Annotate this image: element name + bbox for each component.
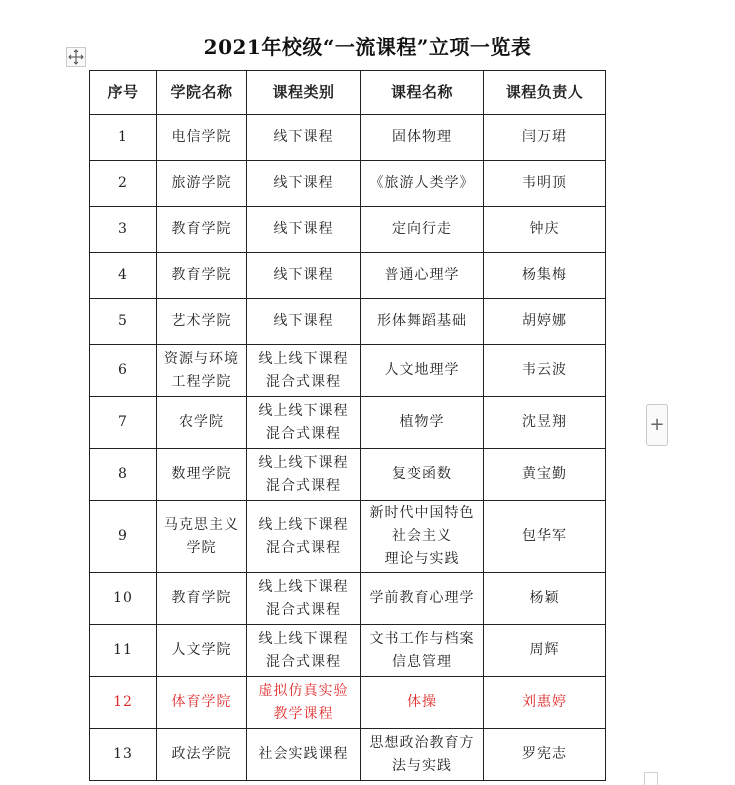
table-row	[90, 115, 606, 161]
table-row	[90, 299, 606, 345]
cell-no: 12	[90, 677, 157, 729]
cell-college	[157, 677, 247, 729]
cell-college	[157, 299, 247, 345]
cell-course-name	[361, 449, 484, 501]
table-row	[90, 397, 606, 449]
cell-lead: 包华军	[484, 501, 606, 573]
cell-college	[157, 115, 247, 161]
table-row	[90, 573, 606, 625]
cell-course-name-line: 固体物理	[392, 129, 452, 145]
cell-no: 4	[90, 253, 157, 299]
cell-type-line: 混合式课程	[266, 653, 341, 670]
cell-lead: 胡婷娜	[484, 299, 606, 345]
cell-course-name	[361, 625, 484, 677]
cell-type	[247, 345, 361, 397]
cell-college	[157, 161, 247, 207]
cell-course-name	[361, 115, 484, 161]
header-type: 课程类别	[247, 71, 361, 115]
cell-course-name-line: 形体舞蹈基础	[377, 313, 467, 329]
cell-type	[247, 397, 361, 449]
cell-type	[247, 625, 361, 677]
plus-icon: +	[649, 414, 665, 435]
cell-college-line: 农学院	[179, 414, 224, 430]
cell-type	[247, 253, 361, 299]
cell-type-line: 线下课程	[273, 175, 334, 191]
cell-no: 1	[90, 115, 157, 161]
cell-course-name	[361, 253, 484, 299]
cell-college-line: 人文学院	[171, 642, 232, 658]
cell-lead: 韦云波	[484, 345, 606, 397]
cell-type-line: 线上线下课程	[258, 402, 349, 419]
cell-no: 3	[90, 207, 157, 253]
cell-college	[157, 449, 247, 501]
cell-college-line: 电信学院	[171, 129, 232, 145]
table-row	[90, 625, 606, 677]
cell-lead: 杨颖	[484, 573, 606, 625]
cell-course-name-line: 植物学	[399, 414, 445, 430]
cell-college-line: 政法学院	[171, 746, 232, 762]
cell-no: 6	[90, 345, 157, 397]
add-row-button[interactable]	[646, 404, 668, 446]
cell-type	[247, 115, 361, 161]
cell-no: 8	[90, 449, 157, 501]
cell-college-line: 旅游学院	[171, 175, 232, 191]
cell-lead: 周辉	[484, 625, 606, 677]
cell-course-name	[361, 501, 484, 573]
cell-type-line: 线下课程	[273, 221, 334, 237]
cell-type-line: 线下课程	[273, 313, 334, 329]
cell-course-name-line: 社会主义	[392, 528, 452, 544]
cell-lead: 钟庆	[484, 207, 606, 253]
cell-type-line: 社会实践课程	[258, 746, 349, 762]
table-row	[90, 501, 606, 573]
cell-college-line: 工程学院	[171, 373, 232, 390]
cell-no: 5	[90, 299, 157, 345]
cell-type-line: 线下课程	[273, 267, 334, 283]
cell-college	[157, 729, 247, 781]
cell-type-line: 混合式课程	[266, 477, 341, 494]
cell-lead: 闫万珺	[484, 115, 606, 161]
cell-type	[247, 449, 361, 501]
move-arrows-icon	[67, 48, 85, 66]
cell-course-name-line: 复变函数	[392, 466, 452, 482]
cell-course-name-line: 定向行走	[392, 221, 452, 237]
cell-type-line: 教学课程	[273, 705, 334, 722]
table-row	[90, 207, 606, 253]
cell-course-name	[361, 397, 484, 449]
cell-lead: 韦明顶	[484, 161, 606, 207]
cell-course-name-line: 信息管理	[392, 653, 452, 670]
cell-course-name-line: 学前教育心理学	[369, 590, 475, 606]
cell-course-name-line: 人文地理学	[384, 362, 460, 378]
cell-type-line: 混合式课程	[266, 373, 341, 390]
cell-type-line: 混合式课程	[266, 601, 341, 618]
table-row	[90, 161, 606, 207]
cell-type	[247, 207, 361, 253]
cell-course-name-line: 新时代中国特色	[369, 505, 475, 521]
cell-no: 2	[90, 161, 157, 207]
header-college: 学院名称	[157, 71, 247, 115]
cell-college	[157, 625, 247, 677]
cell-course-name	[361, 207, 484, 253]
cell-college-line: 教育学院	[171, 267, 232, 283]
cell-type	[247, 677, 361, 729]
cell-type	[247, 161, 361, 207]
cell-college	[157, 345, 247, 397]
cell-type-line: 混合式课程	[266, 539, 341, 556]
cell-type-line: 线上线下课程	[258, 578, 349, 595]
cell-lead: 罗宪志	[484, 729, 606, 781]
cell-college-line: 艺术学院	[171, 313, 232, 329]
table-header-row	[90, 71, 606, 115]
cell-college-line: 体育学院	[171, 694, 232, 710]
cell-college-line: 马克思主义	[164, 516, 239, 533]
cell-type	[247, 573, 361, 625]
cell-type-line: 混合式课程	[266, 425, 341, 442]
cell-college-line: 资源与环境	[164, 350, 239, 367]
cell-type-line: 线上线下课程	[258, 454, 349, 471]
cell-type	[247, 501, 361, 573]
page-corner-marker	[644, 772, 658, 785]
cell-college	[157, 501, 247, 573]
cell-lead: 黄宝勤	[484, 449, 606, 501]
cell-course-name-line: 体操	[407, 694, 437, 710]
cell-college	[157, 573, 247, 625]
cell-type-line: 虚拟仿真实验	[258, 682, 349, 699]
cell-college-line: 数理学院	[171, 466, 232, 482]
cell-course-name-line: 文书工作与档案	[369, 630, 475, 647]
cell-type-line: 线上线下课程	[258, 630, 349, 647]
cell-course-name	[361, 677, 484, 729]
cell-course-name-line: 思想政治教育方	[369, 734, 475, 751]
cell-no: 11	[90, 625, 157, 677]
cell-type-line: 线上线下课程	[258, 516, 349, 533]
cell-course-name-line: 普通心理学	[384, 267, 460, 283]
cell-type	[247, 729, 361, 781]
cell-college	[157, 253, 247, 299]
cell-course-name	[361, 345, 484, 397]
table-body	[90, 115, 606, 781]
cell-type	[247, 299, 361, 345]
cell-lead: 刘惠婷	[484, 677, 606, 729]
cell-type-line: 线上线下课程	[258, 350, 349, 367]
cell-no: 9	[90, 501, 157, 573]
cell-lead: 沈昱翔	[484, 397, 606, 449]
cell-no: 13	[90, 729, 157, 781]
cell-course-name	[361, 161, 484, 207]
cell-course-name	[361, 299, 484, 345]
cell-college	[157, 207, 247, 253]
table-row	[90, 729, 606, 781]
cell-course-name	[361, 573, 484, 625]
cell-lead: 杨集梅	[484, 253, 606, 299]
table-row	[90, 345, 606, 397]
header-course-name: 课程名称	[361, 71, 484, 115]
cell-college	[157, 397, 247, 449]
cell-college-line: 教育学院	[171, 221, 232, 237]
table-row	[90, 677, 606, 729]
cell-no: 10	[90, 573, 157, 625]
cell-course-name	[361, 729, 484, 781]
cell-college-line: 学院	[186, 539, 217, 556]
cell-college-line: 教育学院	[171, 590, 232, 606]
document-title: 2021年校级“一流课程”立项一览表	[203, 35, 532, 59]
cell-type-line: 线下课程	[273, 129, 334, 145]
header-lead: 课程负责人	[484, 71, 606, 115]
table-move-handle[interactable]	[66, 47, 86, 67]
header-no: 序号	[90, 71, 157, 115]
cell-no: 7	[90, 397, 157, 449]
table-row	[90, 253, 606, 299]
cell-course-name-line: 法与实践	[392, 757, 452, 774]
course-table	[89, 70, 606, 781]
cell-course-name-line: 《旅游人类学》	[369, 175, 475, 191]
cell-course-name-line: 理论与实践	[384, 551, 460, 567]
table-row	[90, 449, 606, 501]
